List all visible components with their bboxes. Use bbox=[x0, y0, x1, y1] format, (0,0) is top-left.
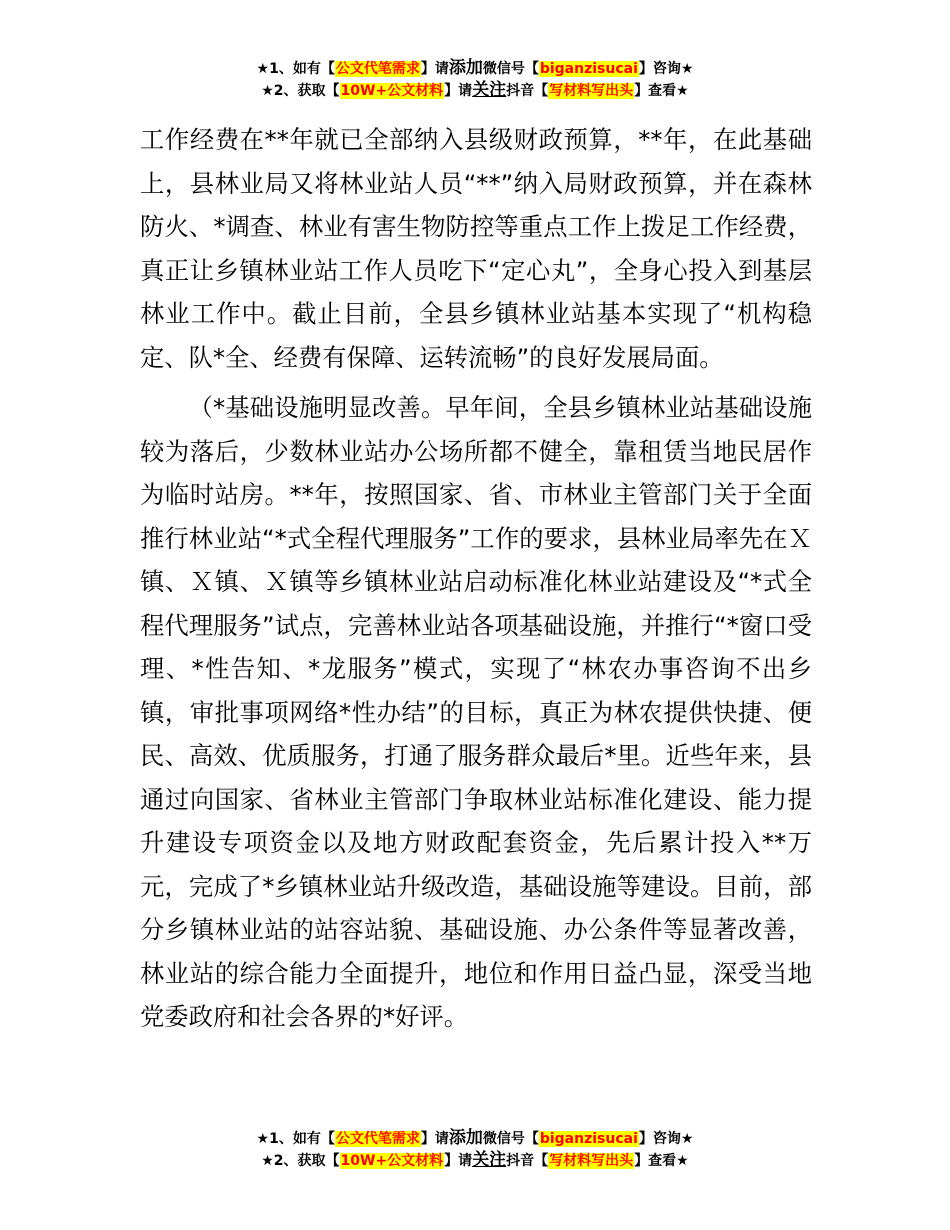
banner-text: 微信号【 bbox=[482, 61, 539, 77]
banner-emphasis: 关注 bbox=[472, 80, 507, 100]
banner-emphasis: 添加 bbox=[448, 58, 483, 78]
highlight-service: 公文代笔需求 bbox=[335, 1131, 420, 1147]
banner-text: ★2、获取【 bbox=[261, 83, 340, 99]
highlight-douyin: 写材料写出头 bbox=[549, 1153, 634, 1169]
banner-text: 微信号【 bbox=[482, 1131, 539, 1147]
banner-text: 抖音【 bbox=[506, 83, 549, 99]
banner-text: 】请 bbox=[420, 1131, 449, 1147]
banner-text: 】请 bbox=[444, 1153, 473, 1169]
banner-text: 】查看★ bbox=[634, 83, 689, 99]
banner-line-2 bbox=[0, 1150, 950, 1172]
banner-text: 】咨询★ bbox=[638, 61, 694, 77]
footer-banner bbox=[0, 1128, 950, 1172]
banner-text: ★1、如有【 bbox=[256, 1131, 335, 1147]
highlight-materials: 10W+公文材料 bbox=[340, 83, 444, 99]
banner-text: 抖音【 bbox=[506, 1153, 549, 1169]
banner-text: 】查看★ bbox=[634, 1153, 689, 1169]
highlight-service: 公文代笔需求 bbox=[335, 61, 420, 77]
paragraph: （*基础设施明显改善。早年间，全县乡镇林业站基础设施较为落后，少数林业站办公场所都不健全，靠租赁当地民居作为临时站房。**年，按照国家、省、市林业主管部门关于全面推行林业站“*式全程代理服务”工作的要求，县林业局率先在Ｘ镇、Ｘ镇、Ｘ镇等乡镇林业站启动标准化林业站建设及“*式全程代理服务”试点，完善林业站各项基础设施，并推行“*窗口受理、*性告知、*龙服务”模式，实现了“林农办事咨询不出乡镇，审批事项网络*性办结”的目标，真正为林农提供快捷、便民、高效、优质服务，打通了服务群众最后*里。近些年来，县通过向国家、省林业主管部门争取林业站标准化建设、能力提升建设专项资金以及地方财政配套资金，先后累计投入**万元，完成了*乡镇林业站升级改造，基础设施等建设。目前，部分乡镇林业站的站容站貌、基础设施、办公条件等显著改善，林业站的综合能力全面提升，地位和作用日益凸显，深受当地党委政府和社会各界的*好评。 bbox=[140, 393, 812, 1031]
banner-text: 】咨询★ bbox=[638, 1131, 694, 1147]
highlight-wechat-id: biganzisucai bbox=[539, 1131, 638, 1147]
highlight-materials: 10W+公文材料 bbox=[340, 1153, 444, 1169]
banner-text: 】请 bbox=[420, 61, 449, 77]
banner-emphasis: 添加 bbox=[448, 1128, 483, 1148]
banner-emphasis: 关注 bbox=[472, 1150, 507, 1170]
banner-text: ★2、获取【 bbox=[261, 1153, 340, 1169]
header-banner bbox=[0, 58, 950, 102]
highlight-wechat-id: biganzisucai bbox=[539, 61, 638, 77]
banner-line-2 bbox=[0, 80, 950, 102]
banner-text: 】请 bbox=[444, 83, 473, 99]
banner-line-1 bbox=[0, 1128, 950, 1150]
paragraph: 工作经费在**年就已全部纳入县级财政预算，**年，在此基础上，县林业局又将林业站人员“**”纳入局财政预算，并在森林防火、*调查、林业有害生物防控等重点工作上拨足工作经费，真正让乡镇林业站工作人员吃下“定心丸”，全身心投入到基层林业工作中。截止目前，全县乡镇林业站基本实现了“机构稳定、队*全、经费有保障、运转流畅”的良好发展局面。 bbox=[140, 125, 812, 372]
document-body bbox=[140, 118, 812, 1039]
banner-line-1 bbox=[0, 58, 950, 80]
highlight-douyin: 写材料写出头 bbox=[549, 83, 634, 99]
banner-text: ★1、如有【 bbox=[256, 61, 335, 77]
